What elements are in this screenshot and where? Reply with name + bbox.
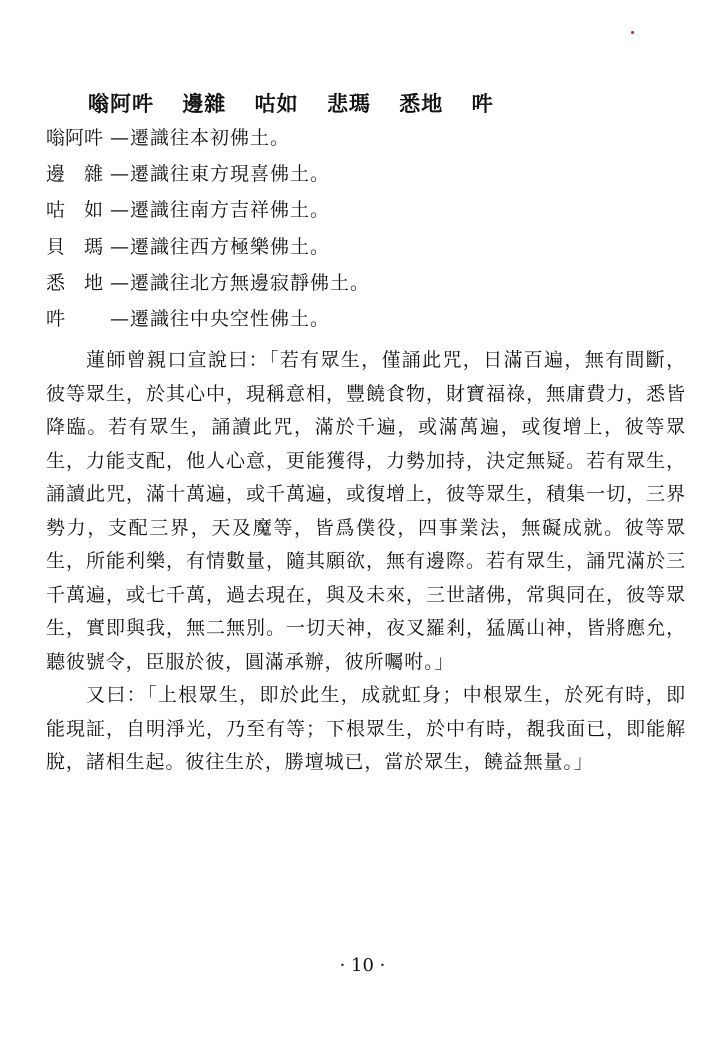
mantra-line [46,120,370,156]
heading-word: 嗡阿吽 [88,92,154,116]
scan-speck [631,31,634,34]
mantra-meaning: —遷識往西方極樂佛土。 [110,235,331,258]
mantra-syllable: 邊 雜 [46,163,104,186]
mantra-line [46,229,370,265]
mantra-meaning: —遷識往南方吉祥佛土。 [110,199,331,222]
mantra-meaning: —遷識往中央空性佛土。 [110,307,331,330]
heading-word: 咕如 [254,92,299,116]
mantra-line [46,192,370,228]
mantra-syllable: 悉 地 [46,271,104,294]
mantra-line [46,265,370,301]
mantra-explanation-list [46,120,370,337]
mantra-syllable: 嗡阿吽 [46,127,104,149]
heading-word: 悲瑪 [326,92,371,116]
mantra-syllable: 貝 瑪 [46,235,104,258]
paragraph-guru-teaching: 蓮師曾親口宣說曰：「若有眾生，僅誦此咒，日滿百遍，無有間斷，彼等眾生，於其心中，現稱意相，豐饒食物，財寶福祿，無庸費力，悉皆降臨。若有眾生，誦讀此咒，滿於千遍，或滿萬遍，或復增上，彼等眾生，力能支配，他人心意，更能獲得，力勢加持，決定無疑。若有眾生，誦讀此咒，滿十萬遍，或千萬遍，或復增上，彼等眾生，積集一切，三界勢力，支配三界，天及魔等，皆爲僕役，四事業法，無礙成就。彼等眾生，所能利樂，有情數量，隨其願欲，無有邊際。若有眾生，誦咒滿於三千萬遍，或七千萬，過去現在，與及未來，三世諸佛，常與同在，彼等眾生，實即與我，無二無別。一切天神，夜叉羅剎，猛厲山神，皆將應允，聽彼號令，臣服於彼，圓滿承辦，彼所囑咐。」 [46,349,686,673]
mantra-heading [88,88,494,118]
mantra-syllable: 吽 [46,307,66,330]
paragraph-further-teaching: 又曰：「上根眾生，即於此生，成就虹身；中根眾生，於死有時，即能現証，自明淨光，乃至有等；下根眾生，於中有時，覩我面已，即能解脫，諸相生起。彼往生於，勝壇城已，當於眾生，饒益無量。」 [46,684,686,773]
mantra-meaning: —遷識往北方無邊寂靜佛土。 [110,271,371,294]
mantra-syllable: 咕 如 [46,199,104,222]
body-text [46,344,686,780]
mantra-meaning: —遷識往本初佛土。 [110,127,291,149]
heading-word: 悉地 [399,92,444,116]
mantra-line [46,301,370,337]
mantra-line [46,156,370,192]
mantra-meaning: —遷識往東方現喜佛土。 [110,163,331,186]
page-number: · 10 · [339,955,386,976]
heading-word: 吽 [471,92,494,116]
heading-word: 邊雜 [182,92,227,116]
